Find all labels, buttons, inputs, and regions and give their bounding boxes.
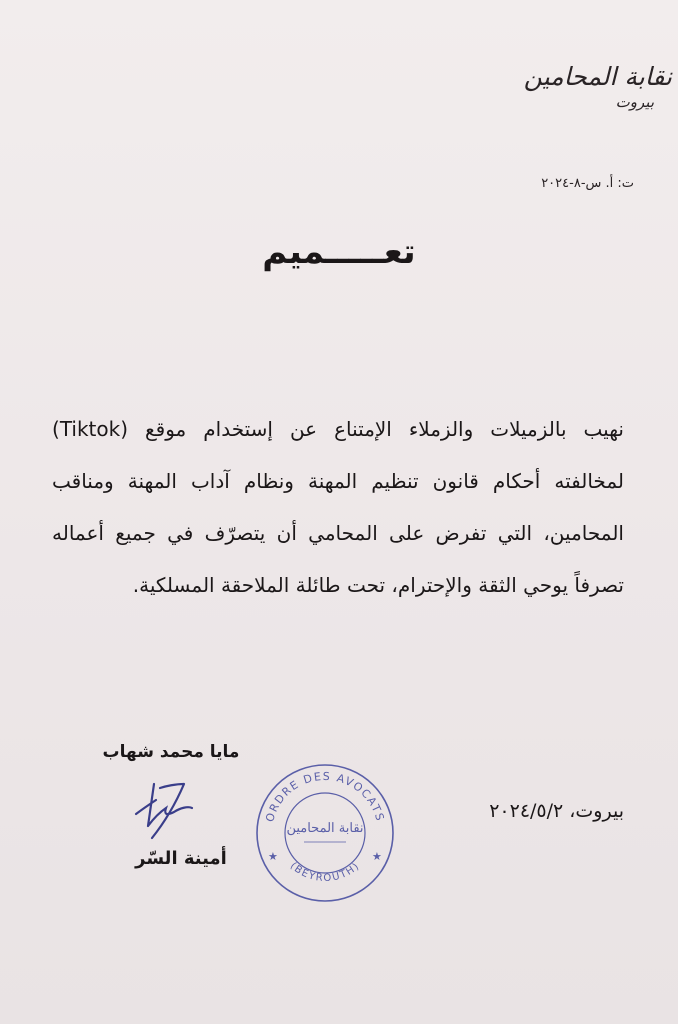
circular-body: نهيب بالزميلات والزملاء الإمتناع عن إستخدام موقع (Tiktok) لمخالفته أحكام قانون تنظيم المهنة ونظام آداب المهنة ومناقب المحامين، التي تفرض على المحامي أن يتصرّف في جميع أعماله تصرفاً يوحي الثقة والإحترام، تحت طائلة الملاحقة المسلكية. <box>52 417 624 597</box>
letterhead-org-name: نقابة المحامين <box>523 62 672 91</box>
signatory-role: أمينة السّر <box>135 848 227 869</box>
svg-text:★: ★ <box>268 850 278 863</box>
reference-number: ت: أ. س-٨-٢٠٢٤ <box>541 176 634 191</box>
document-date: بيروت، ٢٠٢٤/٥/٢ <box>489 800 624 822</box>
svg-text:(BEYROUTH): (BEYROUTH) <box>287 860 363 885</box>
letterhead-city: بيروت <box>615 93 654 111</box>
handwritten-signature <box>130 778 200 844</box>
svg-text:ORDRE DES AVOCATS: ORDRE DES AVOCATS <box>263 769 387 824</box>
svg-text:نقابة المحامين: نقابة المحامين <box>286 821 364 836</box>
bar-association-stamp <box>252 760 398 906</box>
svg-text:★: ★ <box>372 850 382 863</box>
signatory-name: مايا محمد شهاب <box>102 742 240 762</box>
document-title: تعـــــميم <box>262 232 416 272</box>
letterhead <box>523 62 672 111</box>
